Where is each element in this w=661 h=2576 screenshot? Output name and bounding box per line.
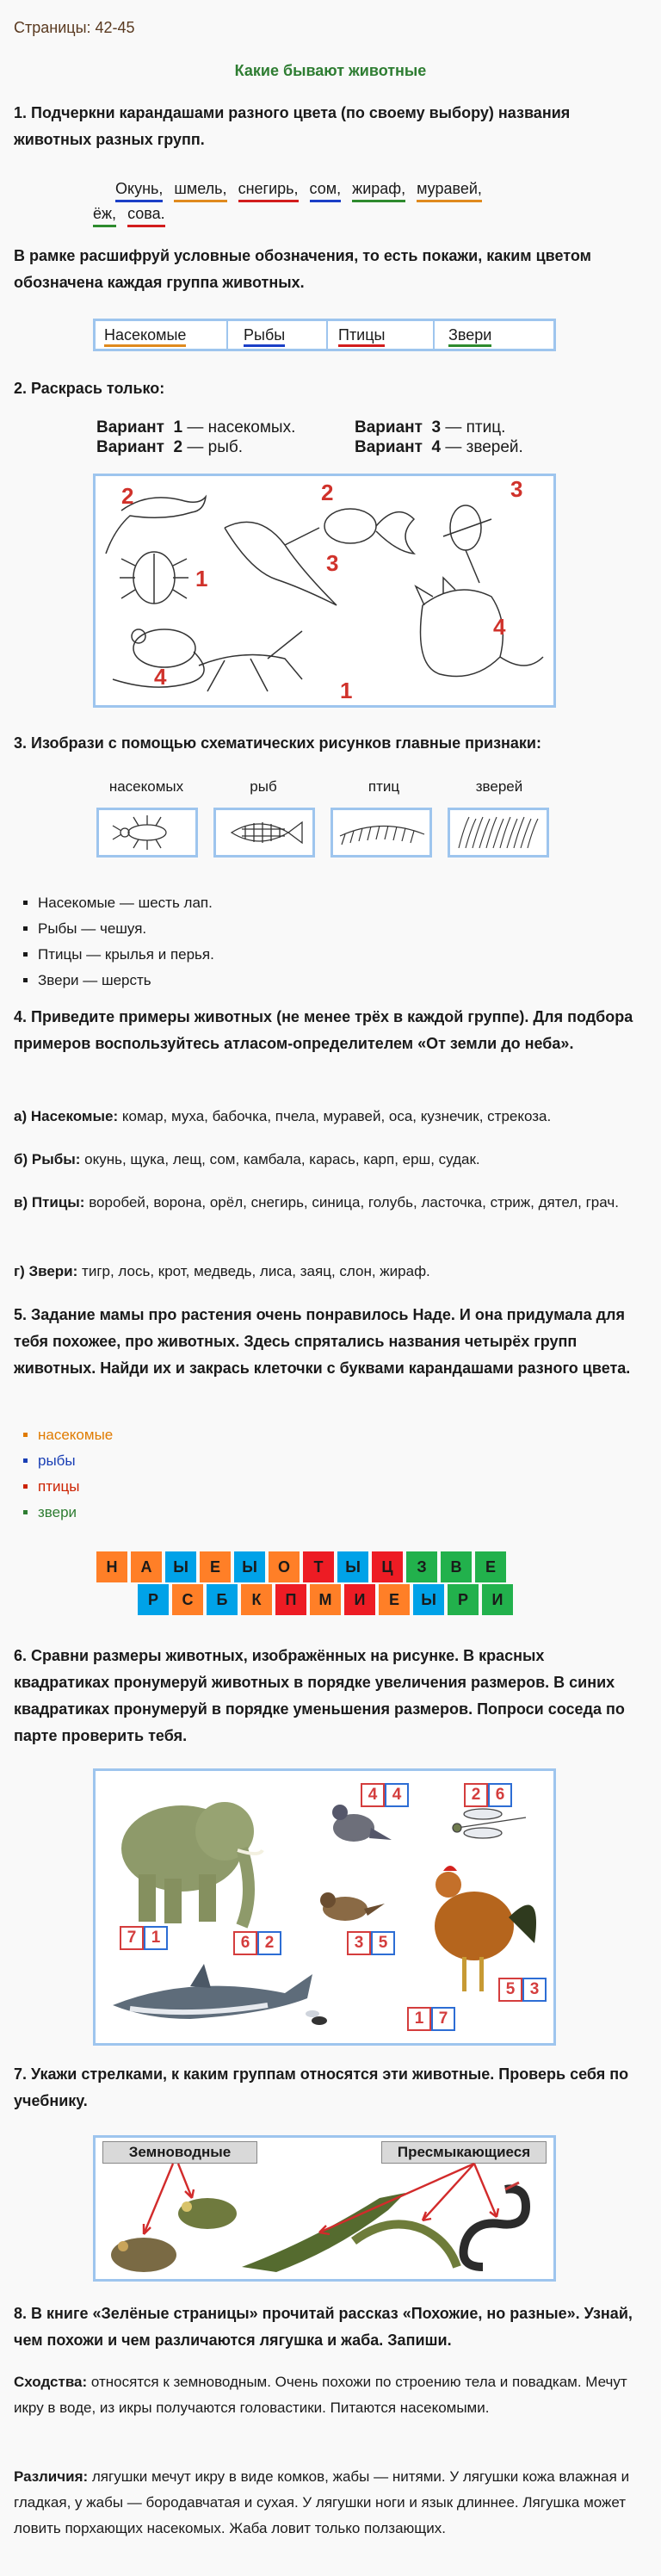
lizard-icon: [354, 2224, 457, 2267]
topic-title: Какие бывают животные: [234, 62, 427, 79]
groups-frame: [93, 2135, 556, 2282]
legend-fish: Рыбы: [244, 325, 285, 347]
fly-red-box[interactable]: 1: [407, 2007, 431, 2031]
task3-answers: [14, 890, 214, 994]
task8-prompt: 8. В книге «Зелёные страницы» прочитай рассказ «Похожие, но разные». Узнай, чем похожи и чем различаются лягушка и жаба. Запиши.: [14, 2305, 633, 2349]
rooster-icon: [435, 1866, 536, 1991]
task4-a: а) Насекомые: комар, муха, бабочка, пчела, муравей, оса, кузнечик, стрекоза.: [14, 1108, 552, 1124]
task4-c: в) Птицы: воробей, ворона, орёл, снегирь, синица, голубь, ласточка, стриж, дятел, грач.: [14, 1194, 619, 1211]
pages-label: Страницы: 42-45: [14, 19, 135, 36]
fly-blue-box[interactable]: 7: [431, 2007, 455, 2031]
label-fish: рыб: [250, 778, 277, 795]
letter-cell[interactable]: Е: [200, 1551, 231, 1582]
pigeon-red-box[interactable]: 4: [361, 1783, 385, 1807]
word-owl: сова.: [127, 202, 165, 227]
variant-3: Вариант 3 — птиц.: [355, 418, 506, 437]
task4-prompt: 4. Приведите примеры животных (не менее трёх в каждой группе). Для подбора примеров воспользуйтесь атласом-определителем «От земли до неба».: [14, 1008, 633, 1052]
amphibians-label: Земноводные: [102, 2141, 257, 2164]
letter-cell[interactable]: П: [275, 1584, 306, 1615]
rooster-blue-box[interactable]: 3: [522, 1978, 547, 2002]
elephant-red-box[interactable]: 7: [120, 1926, 144, 1950]
feather-icon: [333, 810, 429, 855]
fish-icon: [216, 810, 312, 855]
task4-b: б) Рыбы: окунь, щука, лещ, сом, камбала, карась, карп, ерш, судак.: [14, 1151, 480, 1167]
word-giraffe: жираф,: [352, 177, 405, 202]
elephant-blue-box[interactable]: 1: [144, 1926, 168, 1950]
letter-cell[interactable]: Ц: [372, 1551, 403, 1582]
legend-beasts: Звери: [448, 325, 491, 347]
task3-prompt: 3. Изобрази с помощью схематических рисунков главные признаки:: [14, 734, 541, 752]
letter-cell[interactable]: И: [344, 1584, 375, 1615]
size-picture: [96, 1771, 553, 2043]
word-catfish: сом,: [310, 177, 342, 202]
variant-1: Вариант 1 — насекомых.: [96, 418, 296, 437]
bird-scheme: [330, 808, 432, 858]
letter-cell[interactable]: Ы: [234, 1551, 265, 1582]
label-insects: насекомых: [108, 778, 184, 795]
num-bird-2: 3: [326, 550, 339, 576]
shark-red-box[interactable]: 6: [233, 1931, 257, 1955]
letter-cell[interactable]: Ы: [165, 1551, 196, 1582]
num-grasshopper: 1: [340, 678, 353, 703]
task2-prompt: 2. Раскрась только:: [14, 380, 165, 397]
variant-4: Вариант 4 — зверей.: [355, 438, 523, 456]
task4-d: г) Звери: тигр, лось, крот, медведь, лиса, заяц, слон, жираф.: [14, 1263, 430, 1279]
letter-cell[interactable]: Т: [303, 1551, 334, 1582]
size-frame: [93, 1768, 556, 2046]
task1-decode-prompt: В рамке расшифруй условные обозначения, то есть покажи, каким цветом обозначена каждая группа животных.: [14, 247, 591, 291]
letter-cell[interactable]: Р: [448, 1584, 479, 1615]
group-fish: ▪ рыбы: [38, 1448, 113, 1474]
task8-differences: Различия: лягушки мечут икру в виде комков, жабы — нитями. У лягушки кожа влажная и гладкая, у жабы — бородавчатая и сухая. У лягушки ноги и язык длиннее. Лягушка может ловить порхающих насекомых. Жаба ловит только ползающих.: [14, 2468, 630, 2536]
letter-cell[interactable]: Б: [207, 1584, 238, 1615]
fur-icon: [450, 810, 547, 855]
task8-similarities: Сходства: относятся к земноводным. Очень похожи по строению тела и повадкам. Мечут икру в воде, из икры получаются головастики. Питаются насекомыми.: [14, 2374, 627, 2416]
label-beasts: зверей: [475, 778, 523, 795]
rooster-red-box[interactable]: 5: [498, 1978, 522, 2002]
legend-frame: [93, 319, 556, 351]
coloring-frame: [93, 474, 556, 708]
answer-birds: ▪ Птицы — крылья и перья.: [38, 942, 214, 968]
shark-blue-box[interactable]: 2: [257, 1931, 281, 1955]
variant-2: Вариант 2 — рыб.: [96, 438, 244, 456]
task7-prompt: 7. Укажи стрелками, к каким группам относятся эти животные. Проверь себя по учебнику.: [14, 2065, 629, 2109]
letter-cell[interactable]: Ы: [337, 1551, 368, 1582]
group-insects: ▪ насекомые: [38, 1422, 113, 1448]
snake-icon: [464, 2183, 527, 2267]
task5-prompt: 5. Задание мамы про растения очень понравилось Наде. И она придумала для тебя похожее, про животных. Здесь спрятались названия четырёх групп животных. Найди их и закрась клеточки с буквами карандашами разного цвета.: [14, 1306, 631, 1377]
letter-cell[interactable]: К: [241, 1584, 272, 1615]
answer-fish: ▪ Рыбы — чешуя.: [38, 916, 214, 942]
letter-cell[interactable]: Е: [475, 1551, 506, 1582]
toad-icon: [111, 2238, 176, 2272]
fish-scheme: [213, 808, 315, 858]
sparrow-blue-box[interactable]: 5: [371, 1931, 395, 1955]
letter-cell[interactable]: О: [269, 1551, 300, 1582]
num-fish-1: 2: [121, 483, 134, 509]
word-bullfinch: снегирь,: [238, 177, 299, 202]
letter-cell[interactable]: Е: [379, 1584, 410, 1615]
letter-cell[interactable]: З: [406, 1551, 437, 1582]
beast-scheme: [448, 808, 549, 858]
label-birds: птиц: [368, 778, 400, 795]
shark-icon: [113, 1964, 312, 2019]
dragonfly-red-box[interactable]: 2: [464, 1783, 488, 1807]
letter-cell[interactable]: С: [172, 1584, 203, 1615]
answer-insects: ▪ Насекомые — шесть лап.: [38, 890, 214, 916]
dragonfly-icon: [453, 1809, 526, 1838]
letter-cell[interactable]: Н: [96, 1551, 127, 1582]
group-beasts: ▪ звери: [38, 1500, 113, 1526]
group-birds: ▪ птицы: [38, 1474, 113, 1500]
letter-cell[interactable]: Ы: [413, 1584, 444, 1615]
num-bird-1: 3: [510, 476, 523, 502]
reptiles-label: Пресмыкающиеся: [381, 2141, 547, 2164]
sparrow-red-box[interactable]: 3: [347, 1931, 371, 1955]
task1-prompt: 1. Подчеркни карандашами разного цвета (по своему выбору) названия животных разных групп.: [14, 104, 571, 148]
dragonfly-blue-box[interactable]: 6: [488, 1783, 512, 1807]
num-mouse: 4: [154, 664, 167, 690]
word-hedgehog: ёж,: [93, 202, 116, 227]
elephant-icon: [121, 1802, 263, 1926]
letter-cell[interactable]: А: [131, 1551, 162, 1582]
word-perch: Окунь,: [115, 177, 163, 202]
fly-icon: [306, 2010, 327, 2025]
num-fish-2: 2: [321, 480, 334, 505]
word-ant: муравей,: [417, 177, 482, 202]
legend-birds: Птицы: [338, 325, 385, 347]
num-beetle: 1: [195, 566, 208, 591]
insect-scheme: [96, 808, 198, 858]
letter-cell[interactable]: М: [310, 1584, 341, 1615]
legend-insects: Насекомые: [104, 325, 186, 347]
word-bumblebee: шмель,: [174, 177, 226, 202]
task5-groups: [14, 1422, 113, 1526]
insect-icon: [99, 810, 195, 855]
pigeon-icon: [332, 1805, 392, 1842]
sparrow-icon: [320, 1892, 385, 1921]
task6-prompt: 6. Сравни размеры животных, изображённых на рисунке. В красных квадратиках пронумеруй животных в порядке увеличения размеров. В синих квадратиках пронумеруй в порядке уменьшения размеров. Попроси соседа по парте проверить тебя.: [14, 1647, 625, 1744]
pigeon-blue-box[interactable]: 4: [385, 1783, 409, 1807]
answer-beasts: ▪ Звери — шерсть: [38, 968, 214, 994]
task1-words: [93, 177, 563, 227]
letter-cell[interactable]: Р: [138, 1584, 169, 1615]
letter-cell[interactable]: В: [441, 1551, 472, 1582]
groups-picture: [96, 2138, 553, 2279]
frog-icon: [178, 2198, 237, 2229]
letter-cell[interactable]: И: [482, 1584, 513, 1615]
num-cat: 4: [493, 614, 506, 640]
